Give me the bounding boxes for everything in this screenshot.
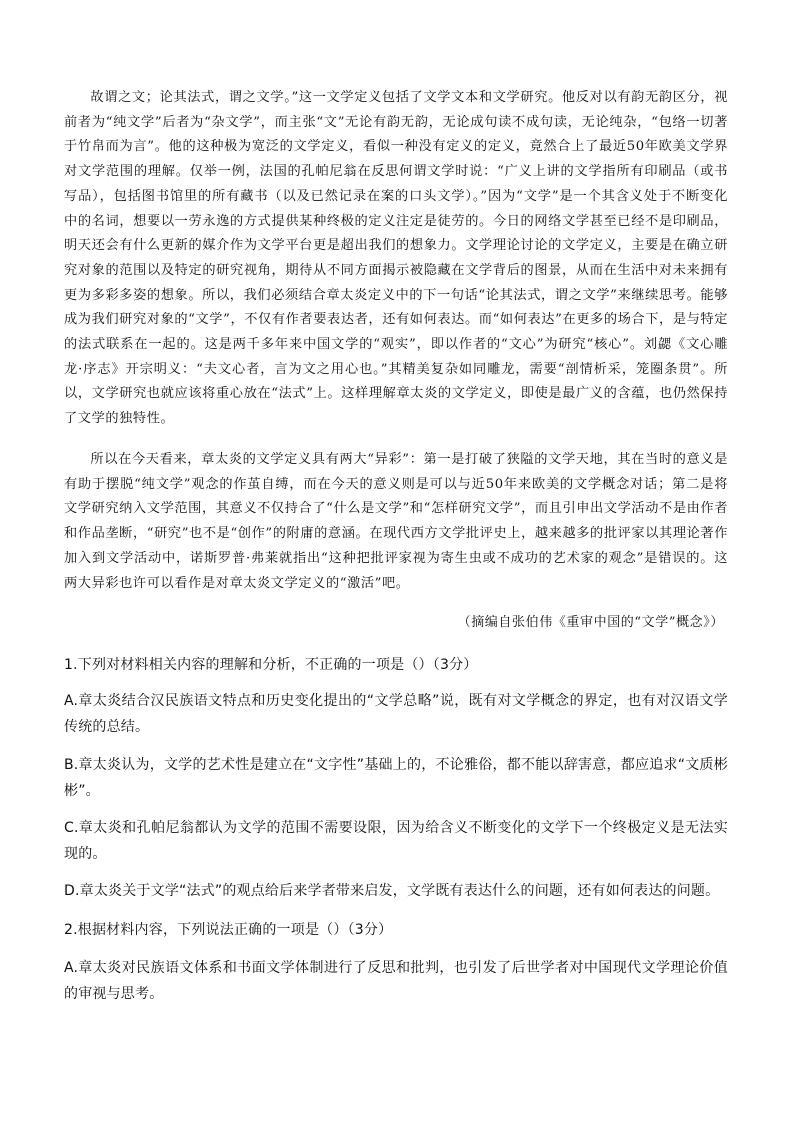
paragraph-text: 所以在今天看来，章太炎的文学定义具有两大“异彩”：第一是打破了狭隘的文学天地，其在当时的意义是有助于摆脱“纯文学”观念的作茧自缚，而在今天的意义则是可以与近50年来欧美的文学概念对话；第二是将文学研究纳入文学范围，其意义不仅持合了“什么是文学”和“怎样研究文学”，而且引申出文学活动不是由作者和作品垄断，“研究”也不是“创作”的附庸的意涵。在现代西方文学批评史上，越来越多的批评家以其理论著作加入到文学活动中，诺斯罗普·弗莱就指出“这种把批评家视为寄生虫或不成功的艺术家的观念”是错误的。这两大异彩也许可以看作是对章太炎文学定义的“激活”吧。 bbox=[64, 452, 728, 591]
question-2-stem: 2.根据材料内容，下列说法正确的一项是（）（3分） bbox=[64, 922, 393, 938]
question-1-option-a: A.章太炎结合汉民族语文特点和历史变化提出的“文学总略”说，既有对文学概念的界定，也有对汉语文学传统的总结。 bbox=[64, 693, 728, 735]
passage-paragraph-2 bbox=[64, 448, 728, 596]
question-1-option-d: D.章太炎关于文学“法式”的观点给后来学者带来启发，文学既有表达什么的问题，还有如何表达的问题。 bbox=[64, 883, 720, 899]
question-1-stem: 1.下列对材料相关内容的理解和分析，不正确的一项是（）（3分） bbox=[64, 657, 478, 673]
paragraph-text: 故谓之文；论其法式，谓之文学。”这一文学定义包括了文学文本和文学研究。他反对以有韵无韵区分，视前者为“纯文学”后者为“杂文学”，而主张“文”无论有韵无韵，无论成句读不成句读，无论纯杂，“包络一切著于竹帛而为言”。他的这种极为宽泛的文学定义，看似一种没有定义的定义，竟然合上了最近50年欧美文学界对文学范围的理解。仅举一例，法国的孔帕尼翁在反思何谓文学时说：“广义上讲的文学指所有印刷品（或书写品），包括图书馆里的所有藏书（以及已然记录在案的口头文学）。”因为“文学”是一个其含义处于不断变化中的名词，想要以一劳永逸的方式提供某种终极的定义注定是徒劳的。今日的网络文学甚至已经不是印刷品，明天还会有什么更新的媒介作为文学平台更是超出我们的想象力。文学理论讨论的文学定义，主要是在确立研究对象的范围以及特定的研究视角，期待从不同方面揭示被隐藏在文学背后的图景，从而在生活中对未来拥有更为多彩多姿的想象。所以，我们必须结合章太炎定义中的下一句话“论其法式，谓之文学”来继续思考。能够成为我们研究对象的“文学”，不仅有作者要表达者，还有如何表达。而“如何表达”在更多的场合下，是与特定的法式联系在一起的。这是两千多年来中国文学的“观实”，即以作者的“文心”为研究“核心”。刘勰《文心雕龙·序志》开宗明义：“夫文心者，言为文之用心也。”其精美复杂如同雕龙，需要“剖情析采，笼圈条贯”。所以，文学研究也就应该将重心放在“法式”上。这样理解章太炎的文学定义，即使是最广义的含蕴，也仍然保持了文学的独特性。 bbox=[64, 90, 728, 427]
question-1-option-b: B.章太炎认为，文学的艺术性是建立在“文字性”基础上的，不论雅俗，都不能以辞害意，都应追求“文质彬彬”。 bbox=[64, 757, 728, 799]
question-2-option-a: A.章太炎对民族语文体系和书面文学体制进行了反思和批判，也引发了后世学者对中国现代文学理论价值的审视与思考。 bbox=[64, 960, 728, 1002]
passage-paragraph-1 bbox=[64, 86, 728, 432]
question-1-option-c: C.章太炎和孔帕尼翁都认为文学的范围不需要设限，因为给含义不断变化的文学下一个终极定义是无法实现的。 bbox=[64, 820, 728, 862]
source-citation: （摘编自张伯伟《重审中国的“文学”概念》） bbox=[457, 615, 724, 630]
